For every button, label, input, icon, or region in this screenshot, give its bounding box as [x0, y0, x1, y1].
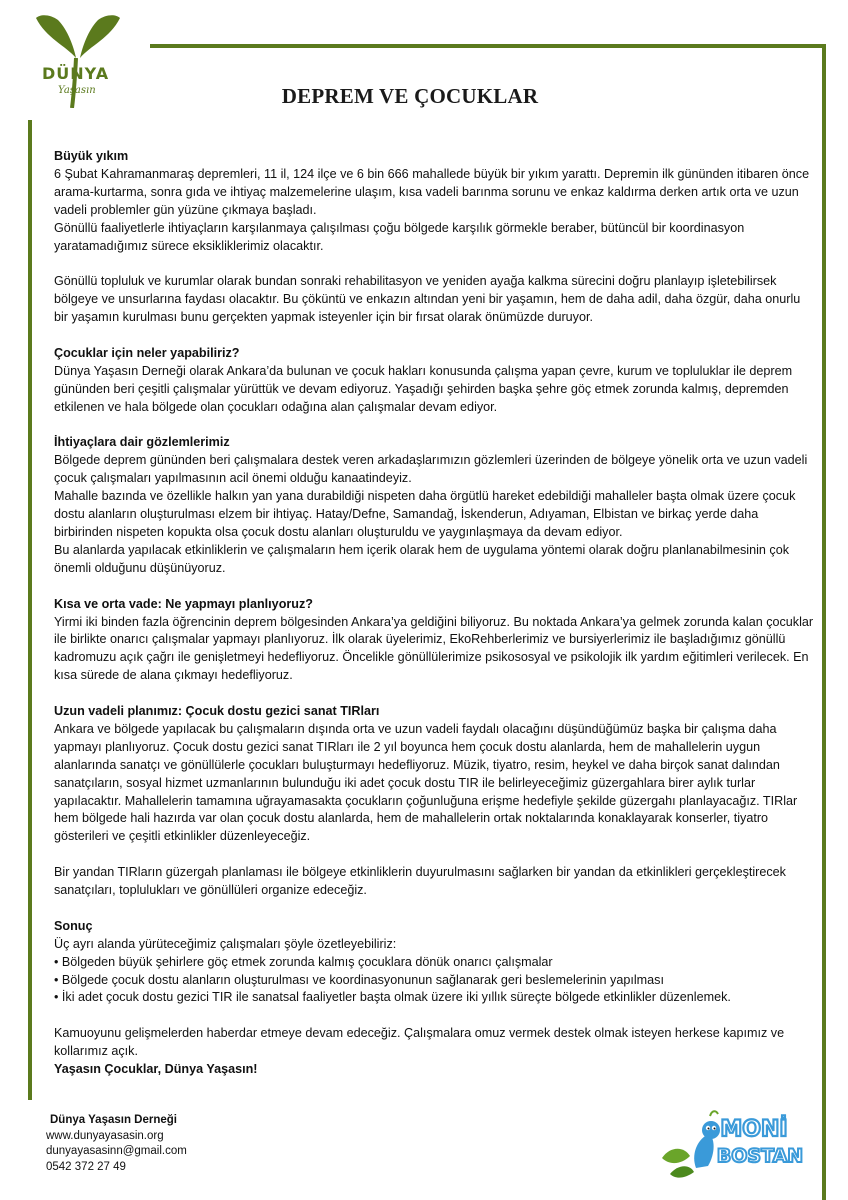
paragraph: 6 Şubat Kahramanmaraş depremleri, 11 il, 124 ilçe ve 6 bin 666 mahallede büyük bir yıkım yarattı. Depremin ilk gününden itibaren önce arama-kurtarma, sonra gıda ve ihtiyaç malzemelerine ulaşım, kısa vadeli barınma sorunu ve enkaz kaldırma derken artık orta ve uzun vadeli problemler gün yüzüne çıkmaya başladı. — [54, 166, 810, 217]
frame-right-border — [822, 44, 826, 1200]
paragraph: Yirmi iki binden fazla öğrencinin deprem bölgesinden Ankara’ya geldiğini biliyoruz. Bu noktada Ankara’ya gelmek zorunda kalan çocuklar ile birlikte onarıcı çalışmalar yapmayı planlıyoruz. İlk olarak üyelerimiz, EkoRehberlerimiz ve bursiyerlerimiz ile başladığımız gönüllü kadromuzu açık çağrı ile genişletmeyi hedefliyoruz. Öncelikle gönüllülerimize psikososyal ve psikolojik ilk yardım eğitimleri verilecek. En kısa sürede de alana çıkmayı hedefliyoruz. — [54, 614, 814, 683]
logo-name-line2: Yaşasın — [58, 85, 96, 96]
section-cocuklar — [54, 345, 814, 417]
section-heading: Çocuklar için neler yapabiliriz? — [54, 345, 240, 360]
section-heading: Uzun vadeli planımız: Çocuk dostu gezici sanat TIRları — [54, 704, 380, 719]
section-rehabilitation — [54, 273, 814, 327]
frame-top-border — [150, 44, 826, 48]
section-heading: Büyük yıkım — [54, 149, 129, 163]
document-body — [54, 148, 814, 1079]
section-heading: İhtiyaçlara dair gözlemlerimiz — [54, 435, 230, 450]
section-heading: Kısa ve orta vade: Ne yapmayı planlıyoruz? — [54, 596, 313, 611]
paragraph: Gönüllü topluluk ve kurumlar olarak bundan sonraki rehabilitasyon ve yeniden ayağa kalkma sürecini doğru planlayıp işletebilirsek bölgeye ve unsurlarına faydası olacaktır. Bu çöküntü ve enkazın altından yeni bir yaşamın, hem de daha adil, daha özgür, daha onurlu bir yaşamın kurulması bunu gerçekten yapmak isteyenler için bir fırsat olarak önümüzde duruyor. — [54, 274, 801, 325]
paragraph: Dünya Yaşasın Derneği olarak Ankara’da bulunan ve çocuk hakları konusunda çalışma yapan çevre, kurum ve topluluklar ile deprem gününden beri çeşitli çalışmalar yürüttük ve devam ediyoruz. Yaşadığı şehirden başka şehre göç etmek zorunda kalmış, depremden etkilenen ve hala bölgede olan çocukları odağına alan çalışmalar devam ediyor. — [54, 363, 793, 414]
paragraph: Bu alanlarda yapılacak etkinliklerin ve çalışmaların hem içerik olarak hem de uygulama yöntemi olarak doğru planlanabilmesinin çok önemli olduğunu düşünüyoruz. — [54, 542, 790, 575]
logo-name-line1: DÜNYA — [42, 64, 110, 83]
list-item: • Bölgeden büyük şehirlere göç etmek zorunda kalmış çocuklara dönük onarıcı çalışmalar — [54, 954, 553, 969]
moni-bostan-line2: BOSTAN — [716, 1145, 804, 1167]
paragraph: Bir yandan TIRların güzergah planlaması ile bölgeye etkinliklerin duyurulmasını sağlarken bir yandan da etkinlikleri gerçekleştirecek sanatçıları, toplulukları ve gönüllüleri organize edeceğiz. — [54, 865, 786, 898]
section-kamuoyu — [54, 1025, 814, 1079]
paragraph: Bölgede deprem gününden beri çalışmalara destek veren arkadaşlarımızın gözlemleri üzerinden de bölgeye yönelik orta ve uzun vadeli çocuk çalışmaları yapılmasının acil önemi olduğu kanaatindeyiz. — [54, 453, 808, 486]
section-kisa-orta-vade — [54, 596, 814, 686]
section-tir-routes — [54, 864, 814, 900]
paragraph: Mahalle bazında ve özellikle halkın yan yana durabildiği nispeten daha örgütlü hareket edebildiği mahalleler başta olmak üzere çocuk dostu alanların oluşturulması elzem bir ihtiyaç. Hatay/Defne, Samandağ, İskenderun, Adıyaman, Elbistan ve birkaç yerde daha birbirinden nispeten kopukta olsa çocuk dostu alanları oluşturuldu ve yaygınlaşmaya da devam ediyor. — [54, 489, 796, 539]
paragraph: Gönüllü faaliyetlerle ihtiyaçların karşılanmaya çalışılması çoğu bölgede karşılık görmekle beraber, bütüncül bir koordinasyon yaratamadığımız sürece eksikliklerimiz olacaktır. — [54, 220, 745, 253]
footer-email-link[interactable]: dunyayasasinn@gmail.com — [46, 1145, 187, 1157]
section-ihtiyaclar — [54, 434, 814, 577]
page-title: DEPREM VE ÇOCUKLAR — [281, 84, 539, 108]
footer-phone: 0542 372 27 49 — [46, 1160, 126, 1173]
paragraph: Ankara ve bölgede yapılacak bu çalışmaların dışında orta ve uzun vadeli faydalı olacağını düşündüğümüz başka bir çalışma daha yapmayı planlıyoruz. Çocuk dostu gezici sanat TIRları ile 2 yıl boyunca hem çocuk dostu alanlarda, hem de mahallelerin uygun alanlarında sanatçı ve gönüllülerle çocukları buluşturmayı hedefliyoruz. Müzik, tiyatro, resim, heykel ve daha birçok sanat dalından sanatçıların, sosyal hizmet uzmanlarının bulunduğu iki adet çocuk dostu TIR ile belirleyeceğimiz güzergahlara birer aylık turlar yapılacaktır. Mahallelerin tamamına uğrayamasakta çocukların çoğunluğuna erişme hedefiyle şekilde güzergahı planlayacağız. TIRlar hem bölgede hali hazırda var olan çocuk dostu alanlarda, hem de mahallelerin ortak noktalarında konaklayarak konserler, tiyatro gösterileri ve çeşitli etkinlikler düzenleyeceğiz. — [54, 721, 798, 844]
moni-bostan-logo-icon — [656, 1106, 806, 1180]
section-heading: Sonuç — [54, 918, 93, 933]
footer-contact — [46, 1113, 187, 1175]
paragraph: Kamuoyunu gelişmelerden haberdar etmeye devam edeceğiz. Çalışmalara omuz vermek destek olmak isteyen herkese kapımız ve kollarımız açık. — [54, 1026, 785, 1059]
moni-bostan-line1: MONİ — [720, 1117, 788, 1142]
list-item: • İki adet çocuk dostu gezici TIR ile sanatsal faaliyetler başta olmak üzere iki yıllık süreçte bölgede etkinlikler düzenlemek. — [54, 990, 731, 1005]
frame-left-border — [28, 120, 32, 1100]
closing-slogan: Yaşasın Çocuklar, Dünya Yaşasın! — [54, 1062, 258, 1077]
footer-org-name: Dünya Yaşasın Derneği — [50, 1114, 177, 1126]
list-item: • Bölgede çocuk dostu alanların oluşturulması ve koordinasyonunun sağlanarak geri beslemelerinin yapılması — [54, 972, 664, 987]
footer-website-link[interactable]: www.dunyayasasin.org — [46, 1129, 164, 1142]
paragraph: Üç ayrı alanda yürüteceğimiz çalışmaları şöyle özetleyebiliriz: — [54, 936, 397, 951]
section-uzun-vade — [54, 703, 814, 846]
section-sonuc — [54, 918, 814, 1008]
section-buyuk-yikim — [54, 148, 814, 255]
